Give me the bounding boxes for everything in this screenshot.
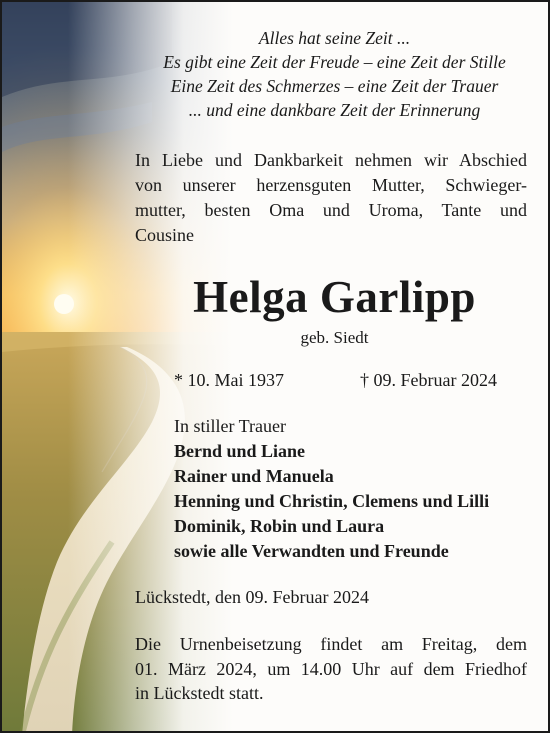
mourner-family: sowie alle Verwandten und Freunde [174, 541, 449, 561]
poem [122, 26, 547, 122]
poem-line: Es gibt eine Zeit der Freude – eine Zeit der Stille [163, 52, 506, 72]
death-date: † 09. Februar 2024 [360, 370, 497, 390]
farewell-line: In Liebe und Dankbarkeit nehmen wir Abschied [135, 150, 527, 170]
poem-line: ... und eine dankbare Zeit der Erinnerung [188, 100, 481, 120]
mourner-family: Rainer und Manuela [174, 466, 334, 486]
mourners-list [174, 414, 489, 564]
burial-line: 01. März 2024, um 14.00 Uhr auf dem Friedhof [135, 658, 527, 679]
mourners-heading: In stiller Trauer [174, 416, 286, 436]
burial-line: in Lückstedt statt. [135, 683, 264, 703]
farewell-text [135, 148, 527, 248]
birth-date: * 10. Mai 1937 [174, 370, 284, 390]
farewell-line: von unserer herzensguten Mutter, Schwieger- [135, 175, 527, 195]
burial-line: Die Urnenbeisetzung findet am Freitag, dem [135, 634, 527, 654]
burial-notice [135, 632, 527, 706]
poem-line: Eine Zeit des Schmerzes – eine Zeit der Trauer [170, 76, 499, 96]
farewell-line: Cousine [135, 225, 195, 245]
mourner-family: Dominik, Robin und Laura [174, 516, 385, 536]
mourner-family: Bernd und Liane [174, 441, 306, 461]
deceased-name: Helga Garlipp [193, 272, 476, 322]
maiden-name: geb. Siedt [300, 328, 369, 347]
place-and-date: Lückstedt, den 09. Februar 2024 [135, 587, 369, 607]
farewell-line: mutter, besten Oma und Uroma, Tante und [135, 200, 527, 220]
poem-line: Alles hat seine Zeit ... [258, 28, 411, 48]
mourner-family: Henning und Christin, Clemens und Lilli [174, 491, 490, 511]
